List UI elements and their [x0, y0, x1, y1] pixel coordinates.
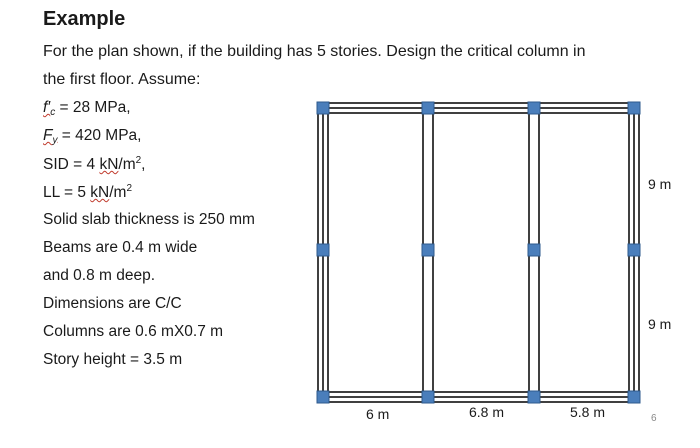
beams-line-1: Beams are 0.4 m wide: [43, 239, 198, 256]
beams-line-2: and 0.8 m deep.: [43, 267, 156, 284]
bay-label-3: 5.8 m: [570, 404, 606, 420]
problem-line-2: the first floor. Assume:: [43, 71, 201, 88]
fc-symbol: $f'_c$: [43, 99, 56, 118]
row-label-2: 9 m: [648, 316, 672, 332]
slab-line: Solid slab thickness is 250 mm: [43, 211, 255, 228]
column-c1: [528, 102, 540, 114]
dimensions-line: Dimensions are C/C: [43, 295, 182, 312]
ll-line: LL = 5 $kN/m^2$: [43, 183, 132, 201]
example-heading: Example: [43, 8, 126, 30]
bay-label-2: 6.8 m: [469, 404, 505, 420]
row-label-1: 9 m: [648, 176, 672, 192]
column-d1: [628, 102, 640, 114]
column-a1: [317, 102, 329, 114]
sid-line: SID = 4 $kN/m^2$,: [43, 155, 146, 173]
column-b2: [422, 244, 434, 256]
column-d3: [628, 391, 640, 403]
columns-line: Columns are 0.6 mX0.7 m: [43, 323, 224, 340]
column-c2: [528, 244, 540, 256]
fy-value: = 420 MPa,: [57, 127, 142, 144]
plan-outline: [323, 108, 634, 397]
page-number: 6: [651, 413, 657, 424]
column-d2: [628, 244, 640, 256]
beams: [318, 103, 639, 402]
column-a2: [317, 244, 329, 256]
column-a3: [317, 391, 329, 403]
column-c3: [528, 391, 540, 403]
fy-symbol: $F_y$: [43, 127, 58, 146]
column-b3: [422, 391, 434, 403]
bay-label-1: 6 m: [366, 406, 390, 422]
story-height-line: Story height = 3.5 m: [43, 351, 183, 368]
problem-line-1: For the plan shown, if the building has 5 stories. Design the critical column in: [43, 43, 586, 60]
column-b1: [422, 102, 434, 114]
fc-value: = 28 MPa,: [55, 99, 131, 116]
columns: [317, 102, 640, 403]
